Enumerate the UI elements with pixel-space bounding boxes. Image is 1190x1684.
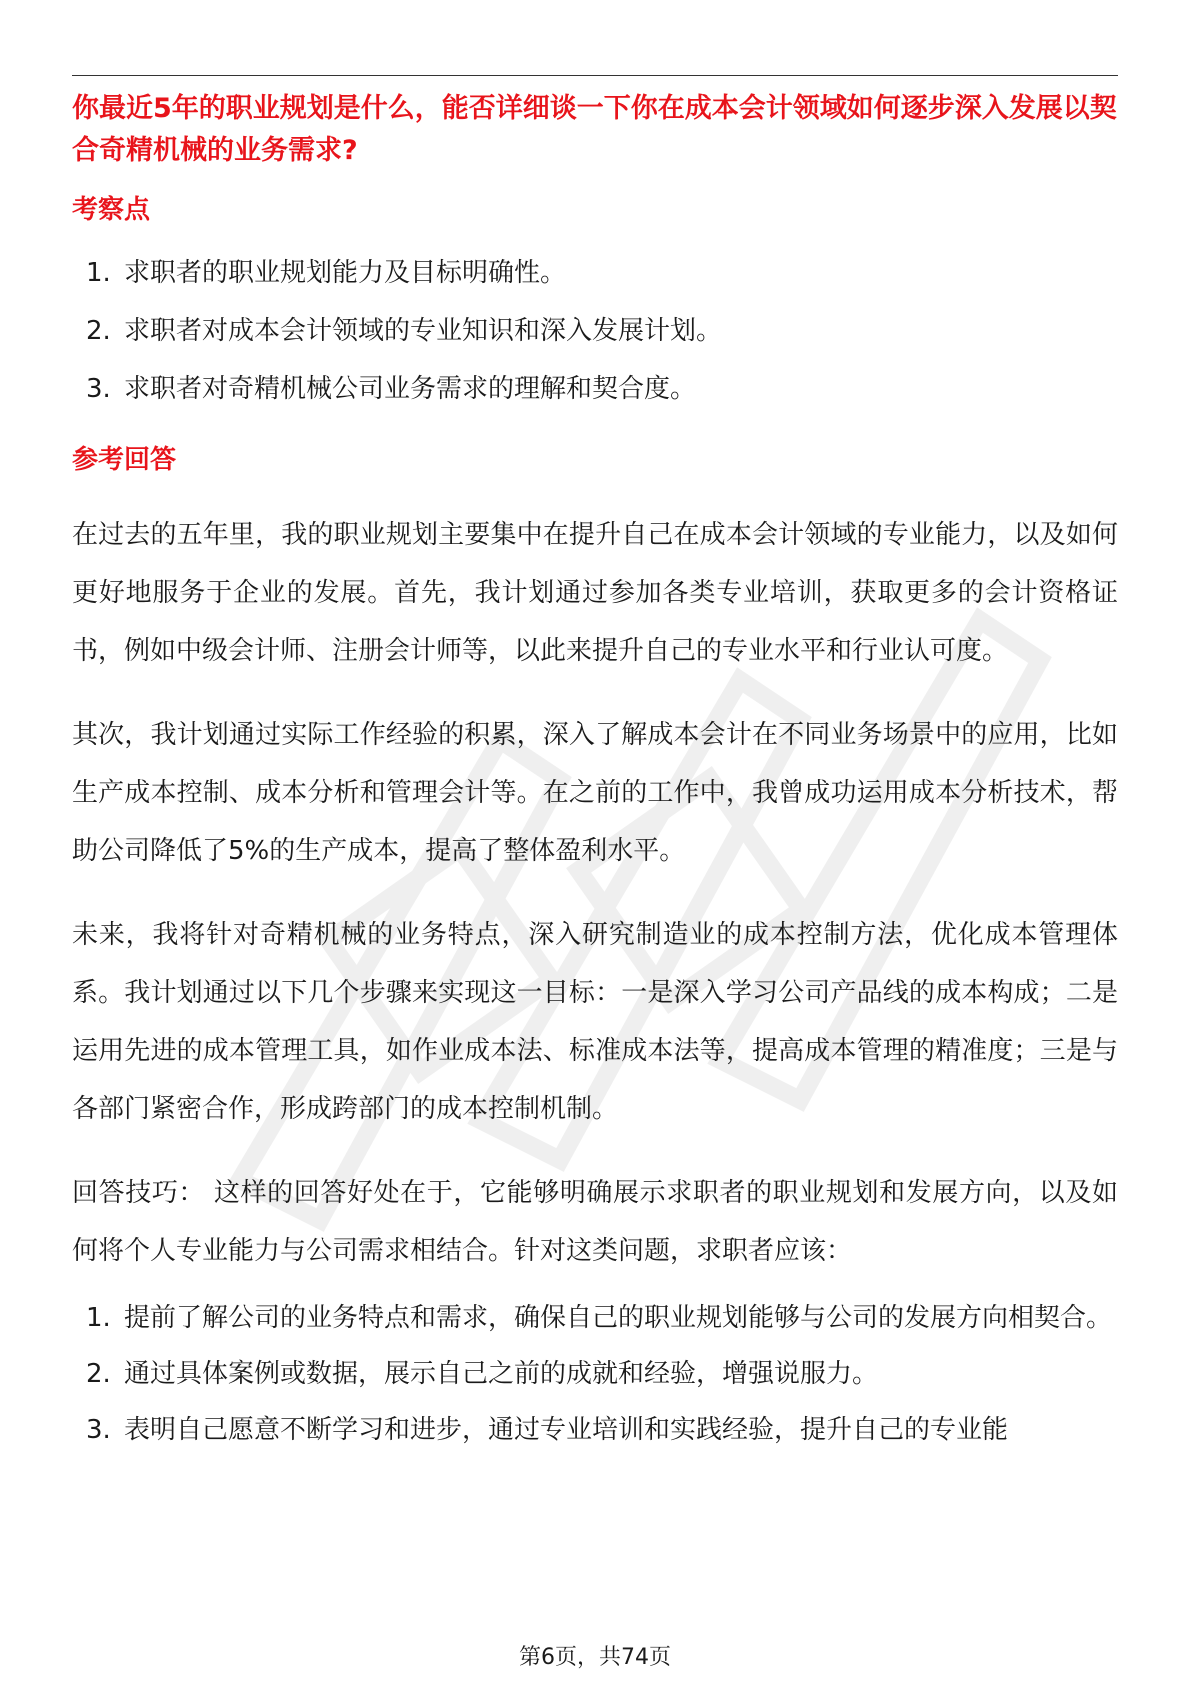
list-item-text: 求职者对成本会计领域的专业知识和深入发展计划。 (124, 316, 723, 346)
content (72, 88, 1118, 1458)
list-item-text: 表明自己愿意不断学习和进步，通过专业培训和实践经验，提升自己的专业能 (124, 1415, 1009, 1445)
list-item (72, 302, 1118, 360)
list-number: 2. (86, 1359, 111, 1389)
page-footer: 第6页，共74页 (519, 1645, 671, 1670)
tips-list (72, 1290, 1118, 1458)
list-number: 2. (86, 316, 111, 346)
list-number: 1. (86, 258, 111, 288)
list-item (72, 360, 1118, 418)
question-heading: 你最近5年的职业规划是什么，能否详细谈一下你在成本会计领域如何逐步深入发展以契合奇精机械的业务需求? (72, 93, 1117, 166)
list-number: 3. (86, 374, 111, 404)
list-item-text: 通过具体案例或数据，展示自己之前的成就和经验，增强说服力。 (124, 1359, 879, 1389)
list-item (72, 1290, 1118, 1346)
list-number: 3. (86, 1415, 111, 1445)
answer-paragraph: 未来，我将针对奇精机械的业务特点，深入研究制造业的成本控制方法，优化成本管理体系。我计划通过以下几个步骤来实现这一目标：一是深入学习公司产品线的成本构成；二是运用先进的成本管理工具，如作业成本法、标准成本法等，提高成本管理的精准度；三是与各部门紧密合作，形成跨部门的成本控制机制。 (72, 920, 1118, 1124)
list-item (72, 1346, 1118, 1402)
list-number: 1. (86, 1303, 111, 1333)
answer-title: 参考回答 (72, 445, 177, 475)
answer-paragraph: 其次，我计划通过实际工作经验的积累，深入了解成本会计在不同业务场景中的应用，比如生产成本控制、成本分析和管理会计等。在之前的工作中，我曾成功运用成本分析技术，帮助公司降低了5%的生产成本，提高了整体盈利水平。 (72, 720, 1118, 866)
focus-list (72, 244, 1118, 418)
list-item (72, 244, 1118, 302)
list-item-text: 提前了解公司的业务特点和需求，确保自己的职业规划能够与公司的发展方向相契合。 (124, 1303, 1113, 1333)
list-item (72, 1402, 1118, 1458)
list-item-text: 求职者的职业规划能力及目标明确性。 (124, 258, 567, 288)
header-rule (72, 75, 1118, 76)
answer-paragraph: 在过去的五年里，我的职业规划主要集中在提升自己在成本会计领域的专业能力，以及如何更好地服务于企业的发展。首先，我计划通过参加各类专业培训，获取更多的会计资格证书，例如中级会计师、注册会计师等，以此来提升自己的专业水平和行业认可度。 (72, 520, 1118, 666)
focus-title: 考察点 (72, 195, 151, 225)
list-item-text: 求职者对奇精机械公司业务需求的理解和契合度。 (124, 374, 697, 404)
answer-tips-intro: 回答技巧： 这样的回答好处在于，它能够明确展示求职者的职业规划和发展方向，以及如何将个人专业能力与公司需求相结合。针对这类问题，求职者应该： (72, 1178, 1118, 1266)
